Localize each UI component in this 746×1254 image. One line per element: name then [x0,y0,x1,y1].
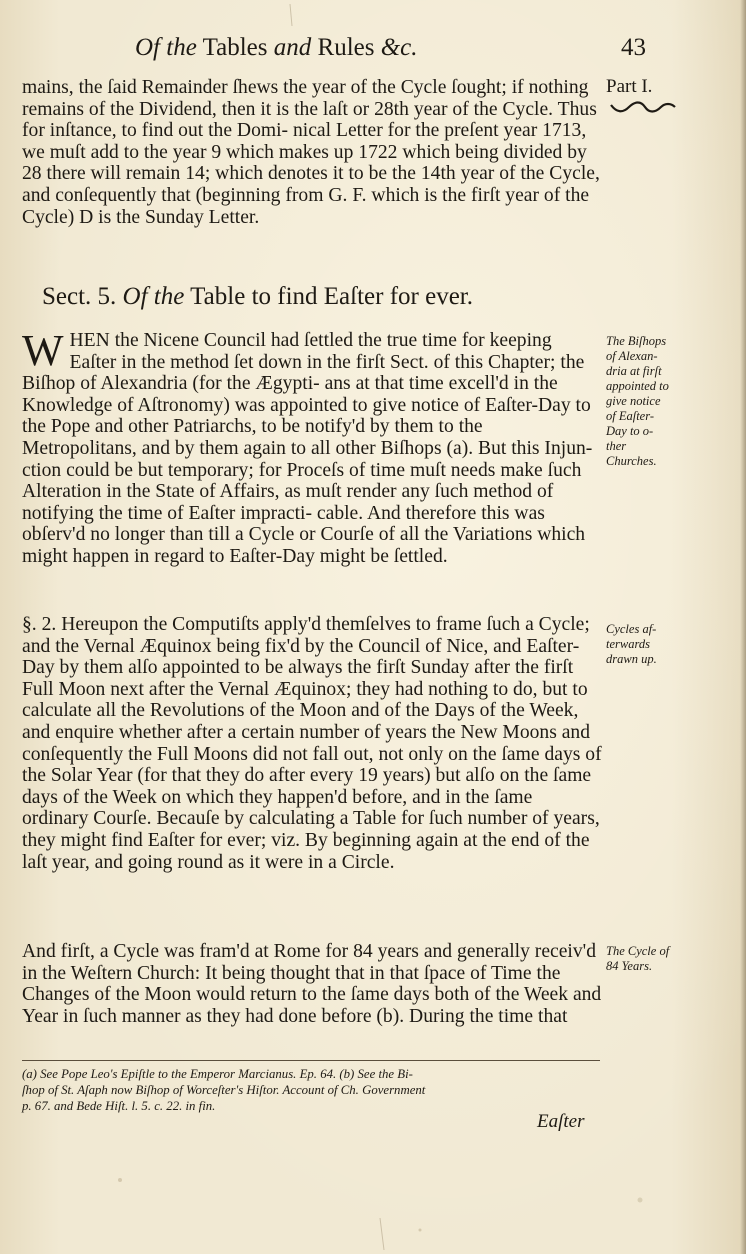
margin-note-line: appointed to [606,379,669,393]
text-line: nical Letter for the preſent year 1713, we muſt add to the [22,120,587,163]
paragraph-section-5 [22,326,602,568]
text-line: make ſuch Alteration in the State of Affairs, as muſt render [22,459,582,503]
text-line: every 19 years) but alſo on the ſame days of the Week on [22,765,592,808]
text-line: Letter. [208,206,260,228]
margin-note-line: Churches. [606,454,657,468]
margin-note-line: Day to o- [606,424,654,438]
running-head [135,34,655,62]
text-line: year 9 which makes up 1722 which being divided by 28 [22,141,587,185]
text-line: Moons and conſequently the Full Moons did not fall out, not [22,721,591,765]
margin-note-line: ther [606,439,627,453]
text-line: of the Cycle, and conſequently that (beginning from G. [22,163,600,206]
page-edge-shadow [740,0,746,1254]
text-line: in regard to Eaſter-Day might be ſettled. [134,545,448,567]
text-line: cable. And therefore this was obſerv'd no longer than till [22,502,545,546]
text-line: Circle. [341,851,395,873]
text-line: generally receiv'd in the Weſtern Church: It being thought [22,941,596,984]
section-heading-italic: Of the [122,283,185,310]
section-heading [42,283,473,311]
page-number: 43 [621,34,646,61]
margin-note-line: drawn up. [606,652,657,666]
text-line: keeping Eaſter in the method ſet down in the firſt Sect. [69,330,552,373]
text-line: §. 2. Hereupon the Computiſts apply'd themſelves to frame [22,614,482,635]
text-line: And firſt, a Cycle was fram'd at Rome for 84 years and [22,941,453,962]
text-line: and by them again to all other Biſhops (a). But this Injun- [141,437,593,459]
margin-note-bishops [606,334,738,469]
text-line: the Revolutions of the Moon and of the Days of the Week, and [22,700,579,743]
section-number: Sect. 5. [42,283,117,310]
footnote-line: p. 67. and Bede Hiſt. l. 5. c. 22. in fin. [22,1099,216,1113]
text-line: was appointed to give notice of Eaſter-Day to the Pope and [22,394,591,438]
paragraph-section-5-2 [22,614,602,873]
margin-note-line: dria at firſt [606,364,662,378]
paragraph-dominical-letter [22,77,602,228]
margin-note-cycles [606,622,738,667]
text-line: mains, the ſaid Remainder ſhews the year of the Cycle ſought; [22,77,507,98]
text-line: year of the Cycle. Thus for inſtance, to find out the Domi- [22,98,597,142]
text-line: any ſuch method of notifying the time of Eaſter impracti- [22,481,554,524]
text-line: a Cycle or Courſe of all the Variations which might happen [22,524,586,567]
drop-cap: W [22,326,64,375]
text-line: might find Eaſter for ever; viz. By beginning again at the [60,829,507,851]
text-line: other Patriarchs, to be notify'd by them to the Metropolitans, [22,416,483,459]
margin-note-line: of Alexan- [606,349,658,363]
running-head-tables: Tables [202,34,268,61]
margin-part-label: Part I. [606,76,653,97]
paragraph-cycle-84 [22,941,602,1027]
running-head-etc: &c. [380,34,418,61]
footnotes [22,1066,607,1114]
text-line: HEN the Nicene Council had ſettled the true time for [69,330,485,351]
margin-note-line: terwards [606,637,650,651]
text-line: return to the ſame days both of the Week and Year in ſuch [22,984,602,1027]
margin-note-line: The Cycle of [606,944,670,958]
footnote-line: (a) See Pope Leo's Epiſtle to the Emperor Marcianus. Ep. 64. (b) See the Bi- [22,1067,413,1081]
text-line: there will remain 14; which denotes it to be the 14th year [46,163,495,185]
text-line: if nothing remains of the Dividend, then it is the laſt or 28th [22,77,589,120]
margin-note-line: give notice [606,394,661,408]
margin-note-line: Cycles af- [606,622,657,636]
text-line: that in that ſpace of Time the Changes of the Moon would [22,962,561,1006]
text-line: ans at that time excell'd in the Knowledge of Aſtronomy) [22,373,558,416]
text-line: which they happen'd before, and in the ſame ordinary Courſe. [22,786,533,830]
text-line: only on the ſame days of the Solar Year (for that they do after [22,743,602,787]
flourish-ornament-icon [609,101,677,115]
footnote-line: ſhop of St. Aſaph now Biſhop of Worceſter's Hiſtor. Account of Ch. Government [22,1083,426,1097]
text-line: of this Chapter; the Biſhop of Alexandria (for the Ægypti- [22,351,585,395]
text-line: always the firſt Sunday after the firſt Full Moon next after the [22,657,574,700]
margin-note-cycle-84 [606,944,738,974]
text-line: end of the laſt year, and going round as it were in a [22,829,590,873]
footnote-divider [22,1060,600,1061]
text-line: Becauſe by calculating a Table for ſuch number of years, they [22,808,600,851]
text-line: ction could be but temporary; for Proceſs of time muſt needs [22,459,496,481]
running-head-and: and [273,34,312,61]
text-line: Council of Nice, and Eaſter-Day by them alſo appointed to be [22,635,580,679]
text-line: manner as they had done before (b). During the time that [121,1005,568,1027]
running-head-of-the: Of the [135,34,197,61]
catchword: Eaſter [537,1111,585,1132]
margin-note-line: The Biſhops [606,334,667,348]
text-line: Vernal Æquinox; they had nothing to do, but to calculate all [22,678,588,722]
running-head-rules: Rules [317,34,375,61]
text-line: ſuch a Cycle; and the Vernal Æquinox being fix'd by the [22,614,590,657]
margin-note-line: of Eaſter- [606,409,655,423]
text-line: enquire whether after a certain number of years the New [55,721,498,743]
margin-note-line: 84 Years. [606,959,653,973]
section-heading-title: Table to find Eaſter for ever. [190,283,474,310]
text-line: F. which is the firſt year of the Cycle) D is the Sunday [22,184,590,228]
